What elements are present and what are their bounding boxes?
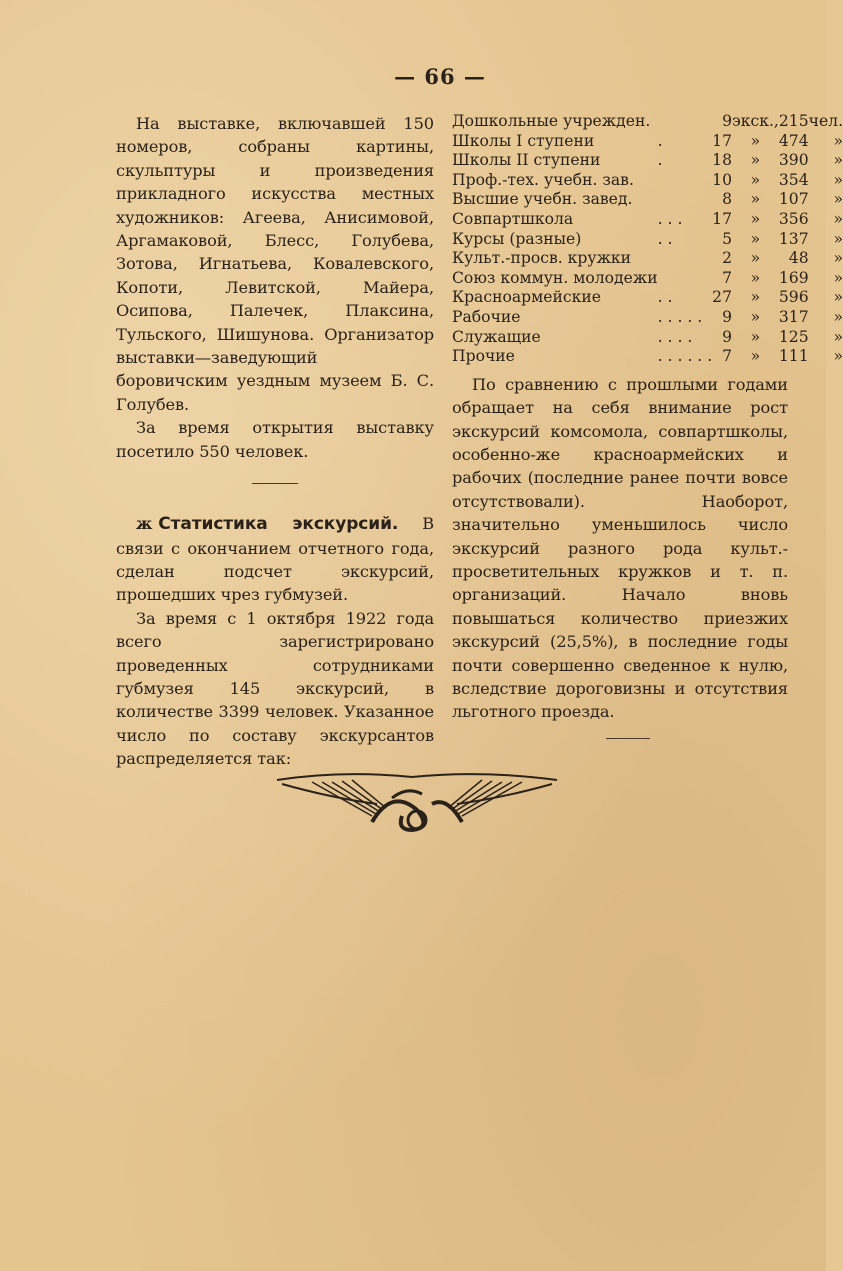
row-unit-excursions: » xyxy=(750,190,761,209)
row-name: Совпартшкола xyxy=(452,209,574,228)
row-excursions: 27 xyxy=(712,288,732,307)
row-leader-dots: . . . . xyxy=(657,327,693,346)
row-unit-excursions: » xyxy=(750,347,761,366)
row-name: Служащие xyxy=(452,327,541,346)
table-row xyxy=(452,190,843,210)
row-leader-dots: . . . xyxy=(657,209,683,228)
table-row xyxy=(452,112,843,132)
section-heading: Статистика экскурсий. xyxy=(158,514,399,535)
row-name: Школы I ступени xyxy=(452,131,595,150)
row-leader-dots xyxy=(658,171,713,191)
table-row xyxy=(452,171,843,191)
table-row xyxy=(452,210,843,230)
table-row xyxy=(452,132,843,152)
row-people: 215 xyxy=(778,112,809,130)
row-name: Высшие учебн. завед. xyxy=(452,190,633,209)
row-people: 354 xyxy=(778,170,809,189)
left-column xyxy=(116,112,434,771)
row-unit-people: » xyxy=(833,268,843,287)
row-leader-dots: . . . . . . xyxy=(657,347,713,366)
row-unit-excursions: » xyxy=(750,170,761,189)
section-intro-text: В связи с окончанием отчетного года, сделан подсчет экскурсий, прошедших чрез губмузей. xyxy=(116,514,435,605)
row-people: 596 xyxy=(778,288,809,307)
row-unit-excursions: » xyxy=(750,268,761,287)
row-name: Рабочие xyxy=(452,307,521,326)
statistics-section xyxy=(116,512,434,607)
visitors-paragraph: За время открытия выставку посетило 550 человек. xyxy=(116,418,434,461)
row-unit-people: чел. xyxy=(808,112,843,130)
table-row xyxy=(452,230,843,250)
row-leader-dots: . xyxy=(657,131,663,150)
row-excursions: 9 xyxy=(722,327,732,346)
row-unit-excursions: » xyxy=(750,209,761,228)
row-unit-people: » xyxy=(833,229,843,248)
row-unit-people: » xyxy=(833,131,843,150)
row-unit-people: » xyxy=(833,190,843,209)
row-name: Школы II ступени xyxy=(452,151,601,170)
row-excursions: 17 xyxy=(712,131,732,150)
row-excursions: 9 xyxy=(722,112,732,130)
comparison-paragraph: По сравнению с прошлыми годами обращает на себя внимание рост экскурсий комсомола, совпартшколы, особенно-же красноармейских и рабочих (последние ранее почти вовсе отсутствовали). Наоборот, значительно уменьшилось число экскурсий разного рода культ.-просветительных кружков и т. п. организаций. Начало вновь повышаться количество приезжих экскурсий (25,5%), в последние годы почти совершенно сведенное к нулю, вследствие дороговизны и отсутствия льготного проезда. xyxy=(452,374,788,722)
row-unit-people: » xyxy=(833,347,843,366)
row-name: Прочие xyxy=(452,347,515,366)
row-leader-dots: . . xyxy=(657,229,673,248)
row-unit-people: » xyxy=(833,151,843,170)
excursions-total-paragraph: За время с 1 октября 1922 года всего зарегистрировано проведенных сотрудниками губмузея 145 экскурсий, в количестве 3399 человек. Указанное число по составу экскурсантов распределяется так: xyxy=(116,608,434,769)
row-name: Культ.-просв. кружки xyxy=(452,249,632,268)
table-row xyxy=(452,249,843,269)
table-row xyxy=(452,328,843,348)
right-column xyxy=(452,112,843,739)
row-excursions: 9 xyxy=(722,307,732,326)
row-excursions: 18 xyxy=(712,151,732,170)
row-excursions: 8 xyxy=(722,190,732,209)
row-people: 390 xyxy=(778,151,809,170)
page-number: — 66 — xyxy=(394,64,486,89)
row-unit-excursions: » xyxy=(750,327,761,346)
row-name: Красноармейские xyxy=(452,288,601,307)
row-unit-people: » xyxy=(833,209,843,228)
row-unit-excursions: » xyxy=(750,288,761,307)
table-row xyxy=(452,308,843,328)
row-people: 137 xyxy=(778,229,809,248)
row-unit-excursions: » xyxy=(750,249,761,268)
section-mark: ж xyxy=(136,514,153,534)
row-unit-excursions: экск., xyxy=(732,112,779,130)
row-excursions: 7 xyxy=(722,347,732,366)
row-leader-dots xyxy=(658,190,713,210)
row-unit-people: » xyxy=(833,327,843,346)
row-leader-dots: . xyxy=(657,151,663,170)
row-leader-dots: . . xyxy=(657,288,673,307)
row-excursions: 17 xyxy=(712,209,732,228)
row-unit-people: » xyxy=(833,307,843,326)
row-name: Дошкольные учрежден. xyxy=(452,112,651,130)
row-excursions: 5 xyxy=(722,229,732,248)
row-unit-people: » xyxy=(833,288,843,307)
row-people: 317 xyxy=(778,307,809,326)
table-row xyxy=(452,269,843,289)
row-leader-dots xyxy=(658,269,713,289)
end-divider xyxy=(606,738,650,739)
section-divider xyxy=(252,483,298,484)
row-unit-excursions: » xyxy=(750,131,761,150)
row-leader-dots xyxy=(658,112,713,132)
row-leader-dots: . . . . . xyxy=(657,307,703,326)
row-people: 111 xyxy=(778,347,809,366)
exhibition-paragraph: На выставке, включавшей 150 номеров, собраны картины, скульптуры и произведения прикладного искусства местных художников: Агеева, Анисимовой, Аргамаковой, Блесс, Голубева, Зотова, Игнатьева, Ковалевского, Копоти, Левитской, Майера, Осипова, Палечек, Плаксина, Тульского, Шишунова. Организатор выставки—заведующий боровичским уездным музеем Б. С. Голубев. xyxy=(116,114,434,414)
row-unit-excursions: » xyxy=(750,151,761,170)
row-excursions: 10 xyxy=(712,170,732,189)
row-leader-dots xyxy=(658,249,713,269)
row-excursions: 2 xyxy=(722,249,732,268)
row-unit-excursions: » xyxy=(750,307,761,326)
row-name: Проф.-тех. учебн. зав. xyxy=(452,170,634,189)
row-name: Союз коммун. молодежи xyxy=(452,268,658,287)
table-row xyxy=(452,151,843,171)
excursion-stats-table xyxy=(452,112,843,367)
row-people: 125 xyxy=(778,327,809,346)
row-people: 107 xyxy=(778,190,809,209)
row-people: 48 xyxy=(788,249,809,268)
row-unit-excursions: » xyxy=(750,229,761,248)
row-people: 169 xyxy=(778,268,809,287)
table-row xyxy=(452,288,843,308)
decorative-vignette-icon xyxy=(272,768,562,838)
row-name: Курсы (разные) xyxy=(452,229,582,248)
table-row xyxy=(452,347,843,367)
row-people: 356 xyxy=(778,209,809,228)
row-unit-people: » xyxy=(833,249,843,268)
row-unit-people: » xyxy=(833,170,843,189)
row-excursions: 7 xyxy=(722,268,732,287)
row-people: 474 xyxy=(778,131,809,150)
